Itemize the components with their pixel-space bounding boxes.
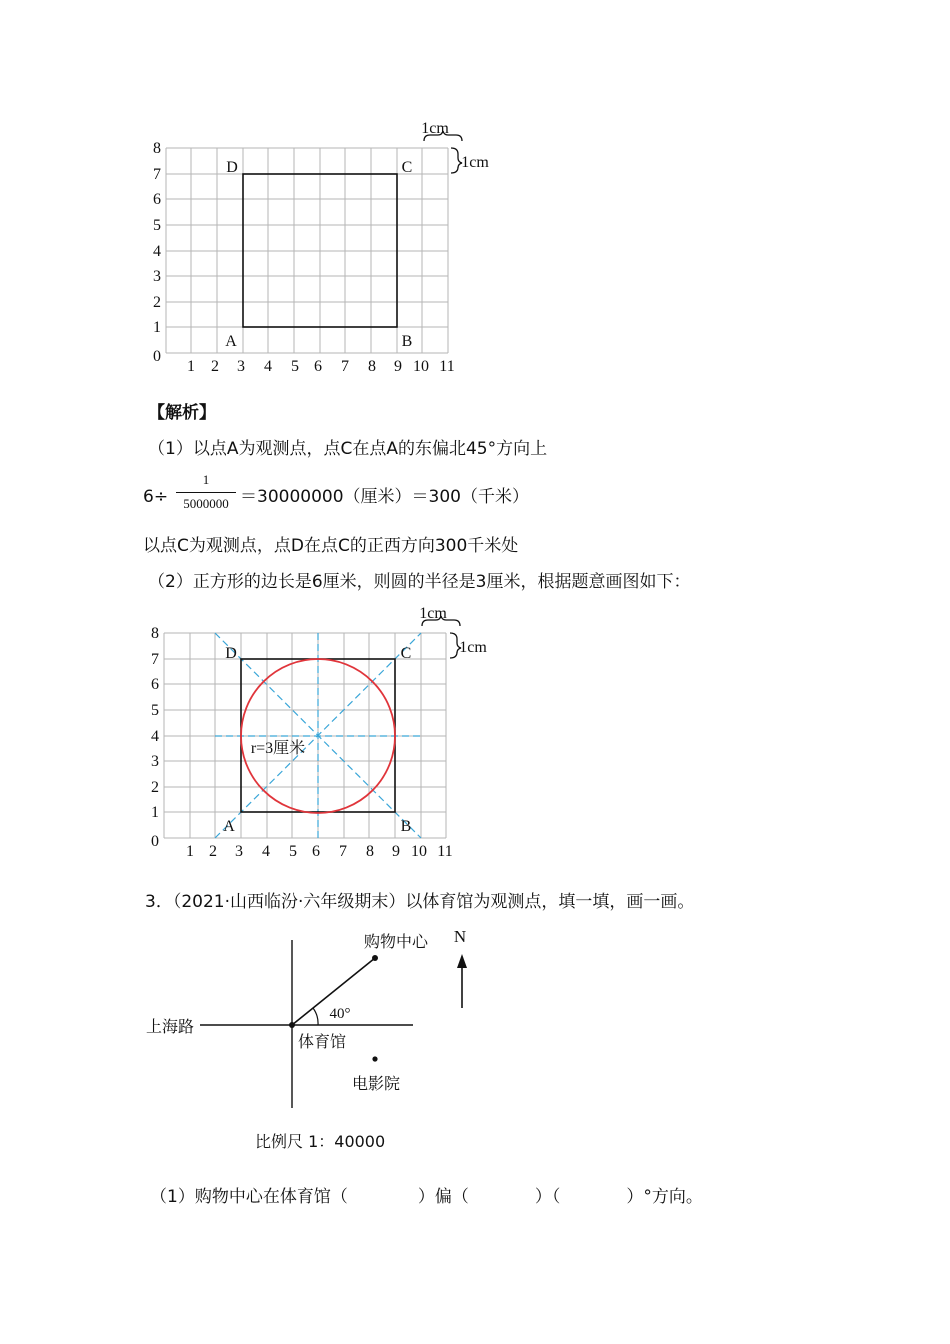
cinema-dot — [372, 1056, 377, 1061]
stadium-label: 体育馆 — [297, 1032, 347, 1051]
y-label-4: 4 — [153, 243, 161, 260]
q3-sub1-part-b: ）偏（ — [417, 1187, 469, 1207]
scale-h-label: 1cm — [419, 605, 447, 622]
x-label-6: 6 — [312, 843, 320, 860]
fraction-numerator: 1 — [202, 472, 210, 487]
x-label-7: 7 — [339, 843, 347, 860]
fraction-bar — [176, 492, 236, 493]
x-label-2: 2 — [209, 843, 217, 860]
grid-figure-2 — [0, 600, 950, 870]
angle-label: 40° — [329, 1006, 351, 1022]
y-label-7: 7 — [153, 166, 161, 183]
q3-sub1-part-c: ）（ — [534, 1187, 561, 1207]
x-label-9: 9 — [392, 843, 400, 860]
point-c-label: C — [401, 159, 413, 176]
point-b-label: B — [401, 333, 413, 350]
x-label-2: 2 — [211, 358, 219, 375]
cinema-label: 电影院 — [351, 1074, 401, 1093]
x-label-3: 3 — [237, 358, 245, 375]
x-label-4: 4 — [262, 843, 270, 860]
y-label-8: 8 — [151, 625, 159, 642]
radius-label: r=3厘米 — [250, 740, 306, 757]
y-label-6: 6 — [153, 191, 161, 208]
question-3-sub-1 — [150, 1186, 703, 1208]
x-label-1: 1 — [187, 358, 195, 375]
analysis-paragraph-1: （1）以点A为观测点，点C在点A的东偏北45°方向上 — [148, 439, 548, 459]
grid-lines — [166, 148, 448, 353]
y-label-8: 8 — [153, 140, 161, 157]
point-a-label: A — [225, 333, 237, 350]
x-label-11: 11 — [439, 358, 455, 375]
x-label-6: 6 — [314, 358, 322, 375]
y-label-5: 5 — [151, 702, 159, 719]
x-label-9: 9 — [394, 358, 402, 375]
y-label-1: 1 — [151, 804, 159, 821]
calc-result: ＝30000000（厘米）＝300（千米） — [240, 487, 529, 507]
x-label-1: 1 — [186, 843, 194, 860]
scale-h-label: 1cm — [421, 120, 449, 137]
x-label-3: 3 — [235, 843, 243, 860]
point-d-label: D — [225, 645, 237, 662]
x-label-10: 10 — [413, 358, 429, 375]
calc-prefix: 6÷ — [143, 487, 169, 507]
north-label: N — [453, 927, 467, 946]
y-label-0: 0 — [153, 348, 161, 365]
y-label-4: 4 — [151, 728, 159, 745]
y-label-0: 0 — [151, 833, 159, 850]
y-label-5: 5 — [153, 217, 161, 234]
x-label-5: 5 — [289, 843, 297, 860]
direction-map — [0, 920, 950, 1160]
y-label-1: 1 — [153, 319, 161, 336]
question-3-title: 3．（2021·山西临汾·六年级期末）以体育馆为观测点，填一填，画一画。 — [145, 892, 695, 912]
x-label-11: 11 — [437, 843, 453, 860]
analysis-paragraph-2: 以点C为观测点，点D在点C的正西方向300千米处 — [143, 536, 519, 556]
grid-figure-1 — [0, 0, 950, 385]
fraction-denominator: 5000000 — [183, 496, 229, 511]
y-label-6: 6 — [151, 676, 159, 693]
angle-arc — [313, 1008, 318, 1025]
y-label-2: 2 — [153, 294, 161, 311]
x-label-5: 5 — [291, 358, 299, 375]
point-a-label: A — [223, 818, 235, 835]
north-arrow-head — [457, 954, 467, 968]
y-label-3: 3 — [153, 268, 161, 285]
shanghai-road-label: 上海路 — [145, 1017, 195, 1036]
shopping-center-dot — [372, 955, 378, 961]
shopping-center-label: 购物中心 — [363, 932, 429, 951]
point-d-label: D — [226, 159, 238, 176]
map-scale-label: 比例尺 1：40000 — [255, 1132, 386, 1151]
x-label-7: 7 — [341, 358, 349, 375]
x-label-10: 10 — [411, 843, 427, 860]
scale-v-label: 1cm — [461, 154, 489, 171]
analysis-heading: 【解析】 — [148, 403, 216, 423]
y-label-2: 2 — [151, 779, 159, 796]
stadium-dot — [289, 1022, 295, 1028]
analysis-paragraph-3: （2）正方形的边长是6厘米，则圆的半径是3厘米，根据题意画图如下： — [148, 572, 691, 592]
q3-sub1-part-a: （1）购物中心在体育馆（ — [150, 1187, 348, 1207]
point-b-label: B — [400, 818, 412, 835]
x-label-8: 8 — [368, 358, 376, 375]
q3-sub1-part-d: ）°方向。 — [626, 1187, 703, 1207]
scale-v-label: 1cm — [459, 639, 487, 656]
x-label-4: 4 — [264, 358, 272, 375]
x-label-8: 8 — [366, 843, 374, 860]
point-c-label: C — [400, 645, 412, 662]
y-label-3: 3 — [151, 753, 159, 770]
y-label-7: 7 — [151, 651, 159, 668]
